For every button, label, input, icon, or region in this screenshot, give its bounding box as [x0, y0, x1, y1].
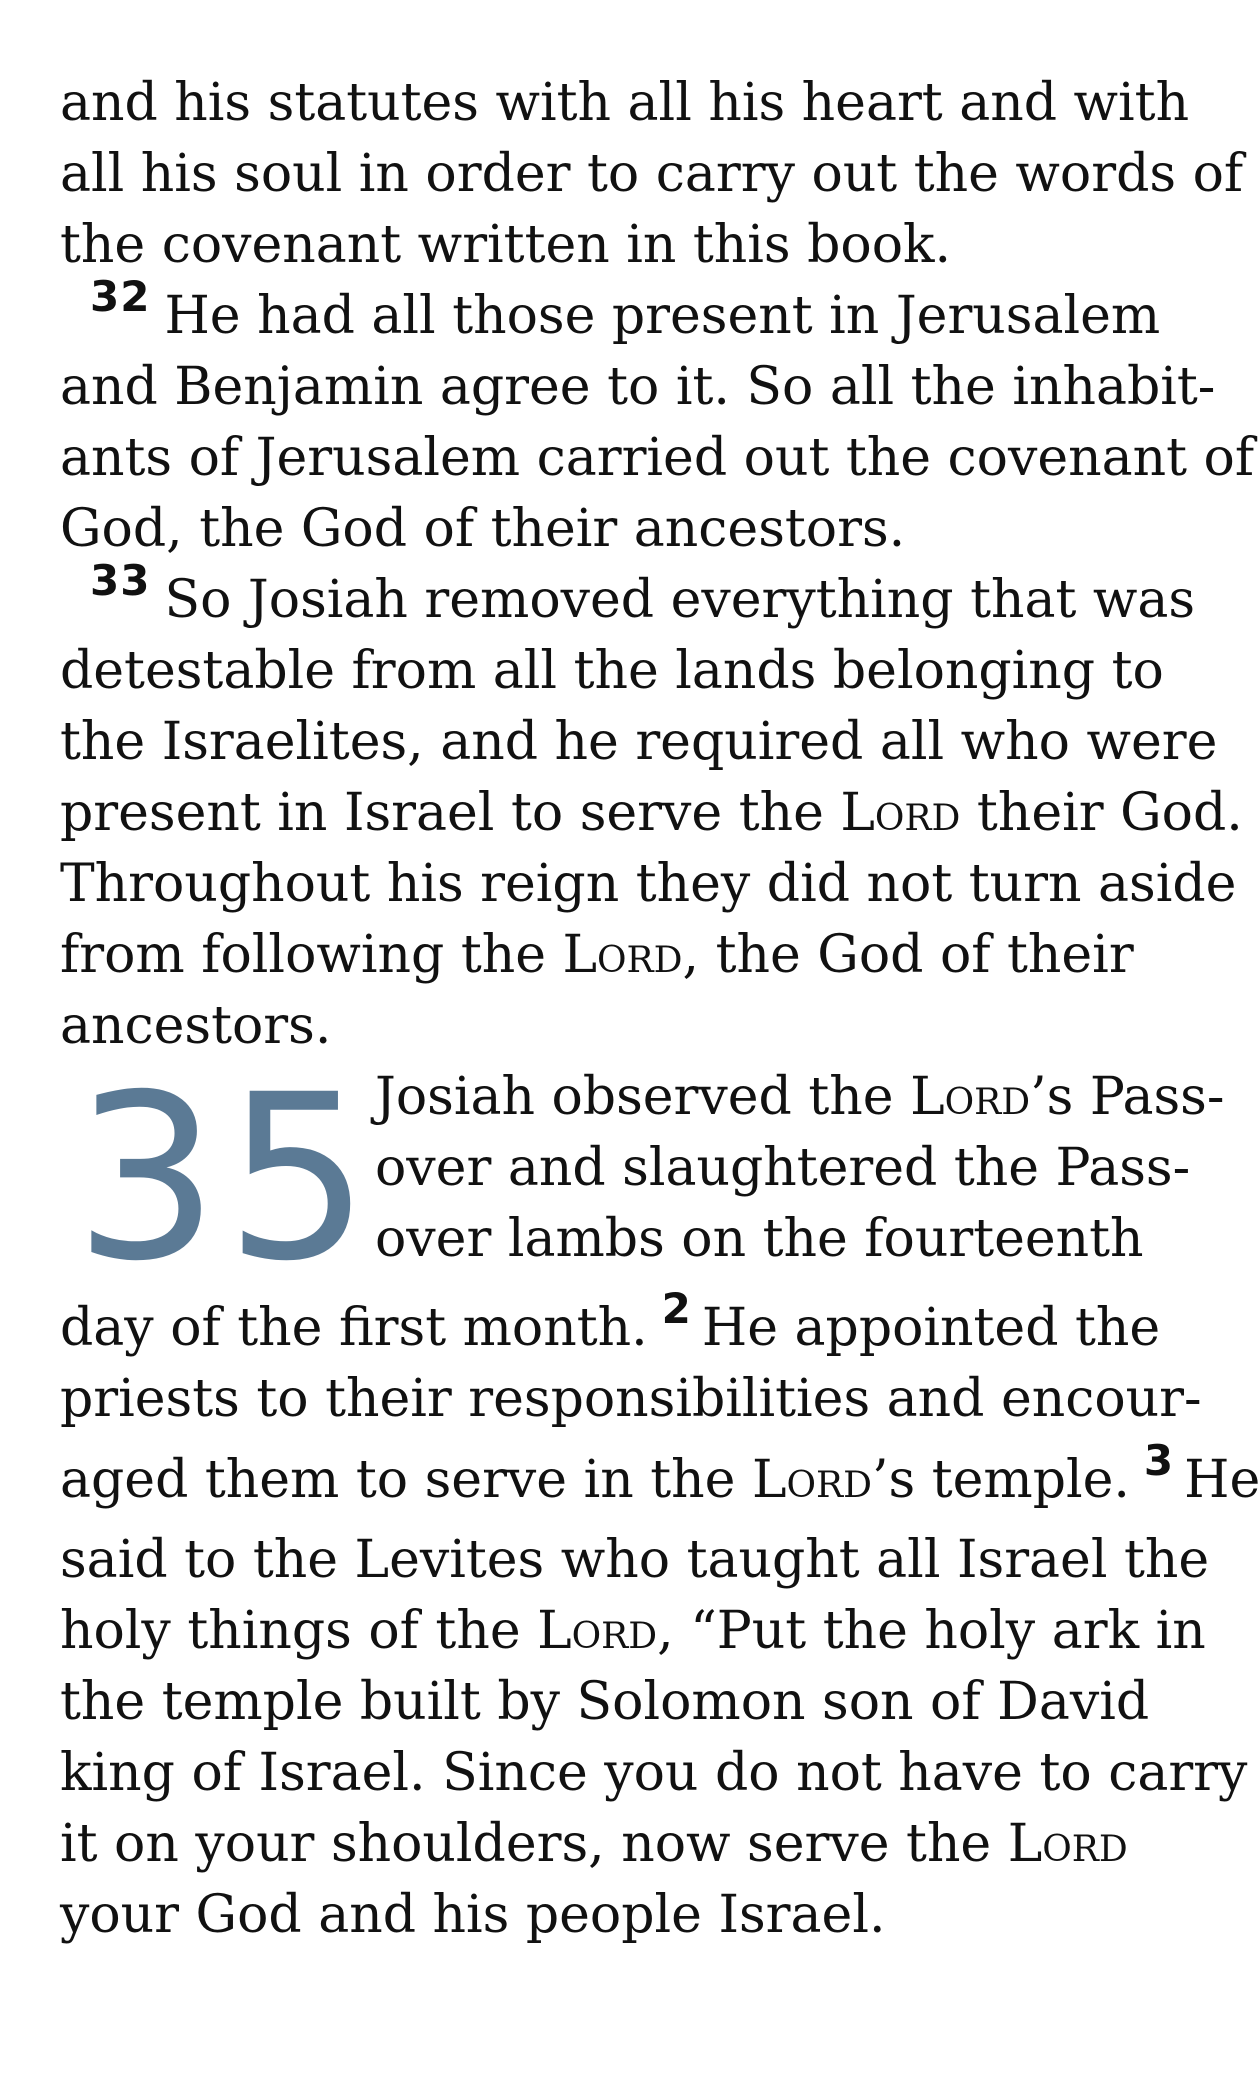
- text-line: God, the God of their ancestors.: [60, 499, 906, 559]
- text-line: [60, 1809, 1190, 1880]
- verse-number: 33: [90, 556, 151, 605]
- text-line: and his statutes with all his heart and with: [60, 73, 1190, 133]
- scripture-text: [60, 68, 1260, 1951]
- text-line: [60, 778, 1243, 849]
- text-segment: Josiah observed the: [375, 1067, 911, 1127]
- text-segment: , the God of their: [682, 925, 1134, 985]
- text-line: the Israelites, and he required all who were: [60, 712, 1218, 772]
- divine-name: Lord: [910, 1067, 1031, 1127]
- text-segment: aged them to serve in the: [60, 1450, 752, 1510]
- text-line: over and slaughtered the Pass-: [375, 1138, 1191, 1198]
- verse-text: He: [1184, 1450, 1260, 1510]
- verse-number: 3: [1143, 1436, 1175, 1485]
- text-line: your God and his people Israel.: [60, 1885, 886, 1945]
- chapter-opening: [60, 1045, 1225, 1311]
- text-line: king of Israel. Since you do not have to carry: [60, 1743, 1248, 1803]
- verse-33-first-line: [60, 556, 1196, 636]
- text-segment: holy things of the: [60, 1601, 538, 1661]
- text-line: [375, 1062, 1224, 1133]
- text-line: the covenant written in this book.: [60, 215, 952, 275]
- text-line: the temple built by Solomon son of David: [60, 1672, 1150, 1732]
- text-segment: their God.: [960, 783, 1243, 843]
- text-segment: , “Put the holy ark in: [657, 1601, 1206, 1661]
- verse-number: 32: [90, 272, 151, 321]
- text-line: detestable from all the lands belonging to: [60, 641, 1164, 701]
- text-line: [60, 1596, 1206, 1667]
- verse-text: He had all those present in Jerusalem: [164, 286, 1161, 346]
- text-segment: ’s temple.: [871, 1450, 1130, 1510]
- text-line: [60, 920, 1190, 991]
- chapter-opening-text: [375, 1062, 1224, 1275]
- text-segment: ’s Pass-: [1030, 1067, 1225, 1127]
- text-line: all his soul in order to carry out the words of: [60, 144, 1244, 204]
- divine-name: Lord: [562, 925, 683, 985]
- text-segment: day of the first month.: [60, 1298, 648, 1358]
- text-line: [60, 1435, 1260, 1525]
- verse-32-first-line: [60, 272, 1190, 352]
- text-line: and Benjamin agree to it. So all the inhabit-: [60, 357, 1216, 417]
- text-line: Throughout his reign they did not turn aside: [60, 854, 1237, 914]
- text-line: said to the Levites who taught all Israel the: [60, 1530, 1210, 1590]
- divine-name: Lord: [1007, 1814, 1128, 1874]
- text-segment: it on your shoulders, now serve the: [60, 1814, 1008, 1874]
- text-line: priests to their responsibilities and encour-: [60, 1369, 1202, 1429]
- text-line: ants of Jerusalem carried out the covenant of: [60, 428, 1255, 488]
- text-line: ancestors.: [60, 996, 332, 1056]
- verse-text: He appointed the: [701, 1298, 1161, 1358]
- chapter-number: 35: [74, 1045, 377, 1311]
- text-segment: present in Israel to serve the: [60, 783, 841, 843]
- verse-text: So Josiah removed everything that was: [164, 570, 1196, 630]
- divine-name: Lord: [751, 1450, 872, 1510]
- divine-name: Lord: [840, 783, 961, 843]
- text-line: over lambs on the fourteenth: [375, 1209, 1144, 1269]
- divine-name: Lord: [537, 1601, 658, 1661]
- text-segment: from following the: [60, 925, 563, 985]
- verse-number: 2: [661, 1284, 692, 1333]
